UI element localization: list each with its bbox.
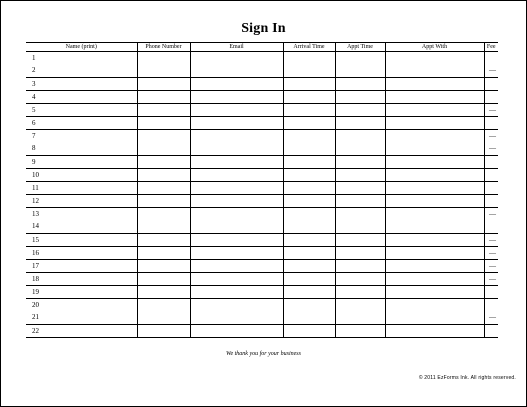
appt-with-cell[interactable] — [385, 195, 484, 208]
arrival-time-cell[interactable] — [283, 182, 335, 195]
table-row — [26, 208, 498, 234]
appt-time-cell[interactable] — [335, 104, 385, 117]
phone-cell[interactable] — [137, 130, 190, 156]
column-header-name: Name (print) — [26, 43, 137, 52]
appt-with-cell[interactable] — [385, 260, 484, 273]
fee-cell[interactable] — [484, 299, 498, 325]
row-number-cell[interactable] — [26, 273, 137, 286]
column-header-email: Email — [190, 43, 283, 52]
appt-time-cell[interactable] — [335, 130, 385, 156]
arrival-time-cell[interactable] — [283, 117, 335, 130]
phone-cell[interactable] — [137, 260, 190, 273]
row-number-cell[interactable] — [26, 247, 137, 260]
fee-mark: — — [489, 249, 496, 257]
row-number-cell[interactable] — [26, 169, 137, 182]
table-row — [26, 117, 498, 130]
phone-cell[interactable] — [137, 299, 190, 325]
fee-mark: — — [489, 66, 496, 74]
fee-mark — [485, 328, 499, 334]
fee-cell[interactable] — [484, 52, 498, 78]
fee-mark — [485, 289, 499, 295]
appt-time-cell[interactable] — [335, 208, 385, 234]
fee-mark — [485, 185, 499, 191]
row-number: 1 — [32, 54, 36, 62]
copyright-notice: © 2011 EzForms Ink. All rights reserved. — [418, 375, 516, 381]
row-number-cell[interactable] — [26, 156, 137, 169]
phone-cell[interactable] — [137, 325, 190, 338]
row-number-cell[interactable] — [26, 130, 137, 156]
fee-cell[interactable] — [484, 156, 498, 169]
appt-time-cell[interactable] — [335, 325, 385, 338]
arrival-time-cell[interactable] — [283, 286, 335, 299]
fee-mark — [485, 198, 499, 204]
fee-mark: — — [489, 106, 496, 114]
fee-cell[interactable] — [484, 273, 498, 286]
phone-cell[interactable] — [137, 195, 190, 208]
row-number: 5 — [32, 106, 36, 114]
row-number-cell[interactable] — [26, 78, 137, 91]
table-row — [26, 234, 498, 247]
arrival-time-cell[interactable] — [283, 195, 335, 208]
row-number: 18 — [32, 275, 39, 283]
row-number: 12 — [32, 197, 39, 205]
arrival-time-cell[interactable] — [283, 208, 335, 234]
fee-mark — [485, 223, 499, 229]
row-number: 9 — [32, 158, 36, 166]
row-number: 4 — [32, 93, 36, 101]
fee-mark: — — [489, 132, 496, 140]
column-header-fee: Fee — [484, 43, 498, 52]
row-number-cell[interactable] — [26, 286, 137, 299]
row-number-cell[interactable] — [26, 195, 137, 208]
appt-time-cell[interactable] — [335, 195, 385, 208]
appt-with-cell[interactable] — [385, 52, 484, 78]
fee-cell[interactable] — [484, 195, 498, 208]
fee-cell[interactable] — [484, 182, 498, 195]
row-number: 17 — [32, 262, 39, 270]
fee-mark: — — [489, 236, 496, 244]
email-cell[interactable] — [190, 117, 283, 130]
appt-with-cell[interactable] — [385, 117, 484, 130]
appt-time-cell[interactable] — [335, 299, 385, 325]
row-number-cell[interactable] — [26, 182, 137, 195]
fee-cell[interactable] — [484, 234, 498, 247]
table-header-row — [26, 43, 498, 52]
arrival-time-cell[interactable] — [283, 78, 335, 91]
email-cell[interactable] — [190, 208, 283, 234]
email-cell[interactable] — [190, 156, 283, 169]
row-number-cell[interactable] — [26, 91, 137, 104]
row-number: 22 — [32, 327, 39, 335]
appt-time-cell[interactable] — [335, 91, 385, 104]
arrival-time-cell[interactable] — [283, 130, 335, 156]
appt-with-cell[interactable] — [385, 78, 484, 91]
email-cell[interactable] — [190, 91, 283, 104]
appt-with-cell[interactable] — [385, 273, 484, 286]
fee-mark — [485, 302, 499, 308]
fee-mark — [485, 81, 499, 87]
arrival-time-cell[interactable] — [283, 104, 335, 117]
fee-mark — [485, 94, 499, 100]
email-cell[interactable] — [190, 325, 283, 338]
fee-cell[interactable] — [484, 130, 498, 156]
row-number: 3 — [32, 80, 36, 88]
appt-time-cell[interactable] — [335, 169, 385, 182]
fee-mark — [485, 55, 499, 61]
fee-cell[interactable] — [484, 91, 498, 104]
fee-mark: — — [489, 262, 496, 270]
sign-in-table — [26, 42, 498, 338]
row-number: 20 — [32, 301, 39, 309]
row-number: 15 — [32, 236, 39, 244]
arrival-time-cell[interactable] — [283, 156, 335, 169]
row-number-cell[interactable] — [26, 117, 137, 130]
table-row — [26, 130, 498, 156]
email-cell[interactable] — [190, 247, 283, 260]
row-number: 10 — [32, 171, 39, 179]
fee-cell[interactable] — [484, 169, 498, 182]
email-cell[interactable] — [190, 299, 283, 325]
arrival-time-cell[interactable] — [283, 273, 335, 286]
fee-cell[interactable] — [484, 325, 498, 338]
arrival-time-cell[interactable] — [283, 260, 335, 273]
footer-message: We thank you for your business — [226, 351, 301, 357]
row-number-cell[interactable] — [26, 104, 137, 117]
phone-cell[interactable] — [137, 104, 190, 117]
row-number: 7 — [32, 132, 36, 140]
arrival-time-cell[interactable] — [283, 234, 335, 247]
appt-with-cell[interactable] — [385, 299, 484, 325]
phone-cell[interactable] — [137, 208, 190, 234]
email-cell[interactable] — [190, 182, 283, 195]
arrival-time-cell[interactable] — [283, 299, 335, 325]
phone-cell[interactable] — [137, 91, 190, 104]
row-number: 13 — [32, 210, 39, 218]
row-number-cell[interactable] — [26, 234, 137, 247]
appt-with-cell[interactable] — [385, 208, 484, 234]
fee-mark: — — [489, 275, 496, 283]
appt-time-cell[interactable] — [335, 247, 385, 260]
row-number-cell[interactable] — [26, 52, 137, 78]
appt-time-cell[interactable] — [335, 182, 385, 195]
table-row — [26, 273, 498, 286]
phone-cell[interactable] — [137, 286, 190, 299]
table-body — [26, 52, 498, 338]
fee-cell[interactable] — [484, 117, 498, 130]
appt-with-cell[interactable] — [385, 91, 484, 104]
row-number: 14 — [32, 222, 39, 230]
appt-time-cell[interactable] — [335, 286, 385, 299]
fee-mark: — — [489, 313, 496, 321]
fee-cell[interactable] — [484, 208, 498, 234]
fee-mark: — — [489, 210, 496, 218]
row-number: 11 — [32, 184, 39, 192]
appt-with-cell[interactable] — [385, 169, 484, 182]
email-cell[interactable] — [190, 130, 283, 156]
fee-cell[interactable] — [484, 286, 498, 299]
column-header-appt-with: Appt With — [385, 43, 484, 52]
phone-cell[interactable] — [137, 169, 190, 182]
email-cell[interactable] — [190, 169, 283, 182]
phone-cell[interactable] — [137, 182, 190, 195]
table-row — [26, 78, 498, 91]
email-cell[interactable] — [190, 104, 283, 117]
table-row — [26, 325, 498, 338]
row-number-cell[interactable] — [26, 325, 137, 338]
table-row — [26, 260, 498, 273]
arrival-time-cell[interactable] — [283, 169, 335, 182]
row-number: 6 — [32, 119, 36, 127]
arrival-time-cell[interactable] — [283, 325, 335, 338]
appt-time-cell[interactable] — [335, 52, 385, 78]
email-cell[interactable] — [190, 260, 283, 273]
fee-cell[interactable] — [484, 260, 498, 273]
phone-cell[interactable] — [137, 273, 190, 286]
table-row — [26, 247, 498, 260]
row-number-cell[interactable] — [26, 260, 137, 273]
row-number-cell[interactable] — [26, 208, 137, 234]
table-row — [26, 104, 498, 117]
table-row — [26, 91, 498, 104]
row-number: 8 — [32, 144, 36, 152]
fee-mark — [485, 159, 499, 165]
email-cell[interactable] — [190, 234, 283, 247]
phone-cell[interactable] — [137, 78, 190, 91]
phone-cell[interactable] — [137, 52, 190, 78]
phone-cell[interactable] — [137, 247, 190, 260]
row-number: 2 — [32, 66, 36, 74]
row-number-cell[interactable] — [26, 299, 137, 325]
appt-time-cell[interactable] — [335, 234, 385, 247]
fee-cell[interactable] — [484, 78, 498, 91]
arrival-time-cell[interactable] — [283, 247, 335, 260]
appt-with-cell[interactable] — [385, 247, 484, 260]
email-cell[interactable] — [190, 195, 283, 208]
table-row — [26, 286, 498, 299]
table-row — [26, 195, 498, 208]
column-header-arrival-time: Arrival Time — [283, 43, 335, 52]
fee-cell[interactable] — [484, 104, 498, 117]
appt-time-cell[interactable] — [335, 117, 385, 130]
table-row — [26, 52, 498, 78]
appt-with-cell[interactable] — [385, 286, 484, 299]
column-header-phone: Phone Number — [137, 43, 190, 52]
appt-time-cell[interactable] — [335, 273, 385, 286]
appt-time-cell[interactable] — [335, 78, 385, 91]
appt-with-cell[interactable] — [385, 156, 484, 169]
arrival-time-cell[interactable] — [283, 91, 335, 104]
fee-mark — [485, 120, 499, 126]
appt-with-cell[interactable] — [385, 325, 484, 338]
row-number: 21 — [32, 313, 39, 321]
row-number: 16 — [32, 249, 39, 257]
email-cell[interactable] — [190, 273, 283, 286]
email-cell[interactable] — [190, 52, 283, 78]
table-row — [26, 169, 498, 182]
page-title: Sign In — [241, 21, 286, 36]
fee-mark — [485, 172, 499, 178]
table-row — [26, 182, 498, 195]
email-cell[interactable] — [190, 78, 283, 91]
phone-cell[interactable] — [137, 234, 190, 247]
appt-with-cell[interactable] — [385, 104, 484, 117]
arrival-time-cell[interactable] — [283, 52, 335, 78]
fee-cell[interactable] — [484, 247, 498, 260]
email-cell[interactable] — [190, 286, 283, 299]
table-row — [26, 156, 498, 169]
phone-cell[interactable] — [137, 156, 190, 169]
appt-time-cell[interactable] — [335, 156, 385, 169]
phone-cell[interactable] — [137, 117, 190, 130]
row-number: 19 — [32, 288, 39, 296]
appt-with-cell[interactable] — [385, 234, 484, 247]
column-header-appt-time: Appt Time — [335, 43, 385, 52]
appt-time-cell[interactable] — [335, 260, 385, 273]
appt-with-cell[interactable] — [385, 182, 484, 195]
table-row — [26, 299, 498, 325]
appt-with-cell[interactable] — [385, 130, 484, 156]
fee-mark: — — [489, 144, 496, 152]
